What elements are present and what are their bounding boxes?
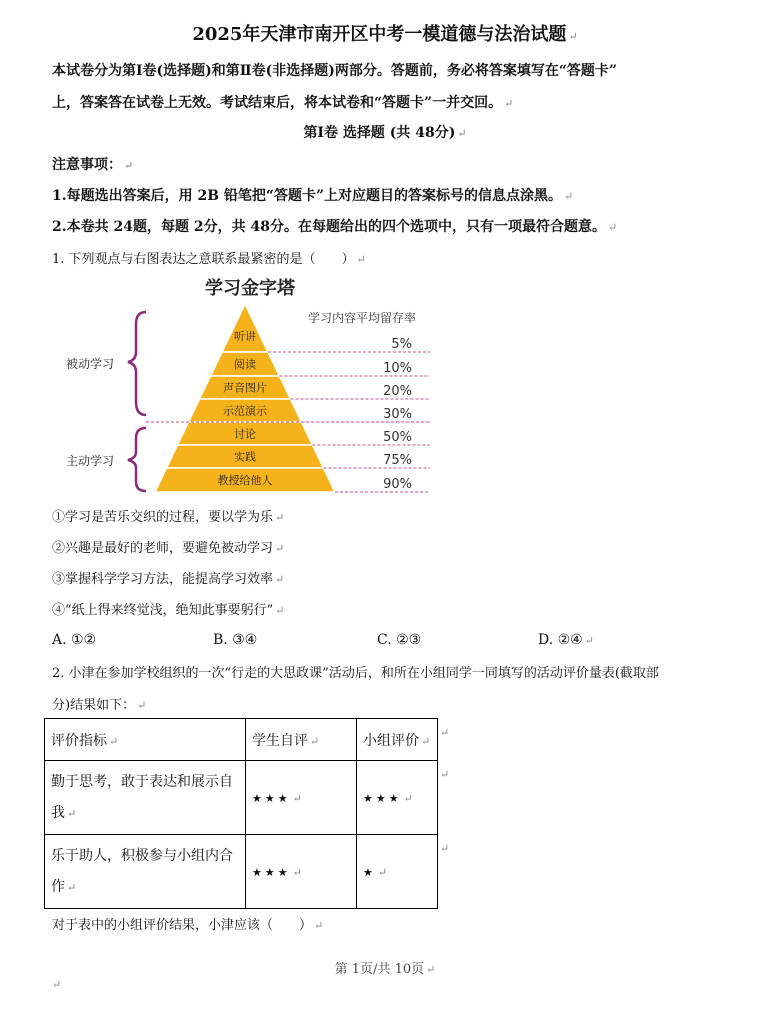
learning-pyramid-figure (50, 272, 450, 497)
retention-heading: 学习内容平均留存率 (307, 311, 417, 325)
paragraph-mark-icon: ↵ (275, 542, 285, 555)
statement-1: ①学习是苦乐交织的过程，要以学为乐 ↵ (52, 510, 285, 525)
paragraph-mark-icon: ↵ (377, 865, 388, 879)
option-d: D. ②④ ↵ (538, 632, 594, 648)
retention-rate: 20% (383, 384, 412, 399)
intro-line-2: 上，答案答在试卷上无效。考试结束后，将本试卷和“答题卡”一并交回。 ↵ (52, 95, 514, 111)
paragraph-mark-icon: ↵ (356, 253, 366, 266)
paragraph-mark-icon: ↵ (275, 573, 285, 586)
paragraph-mark-icon: ↵ (426, 963, 436, 976)
star-rating: ★★★ (252, 865, 291, 879)
passive-learning-label: 被动学习 (65, 357, 115, 371)
pyramid-layer-label: 听讲 (234, 330, 256, 343)
paragraph-mark-icon: ↵ (607, 221, 618, 234)
pyramid-layer-label: 示范演示 (223, 404, 267, 418)
paragraph-mark-icon: ↵ (67, 806, 77, 820)
active-brace-icon (128, 428, 146, 491)
row-end-mark-icon: ↵ (440, 842, 450, 855)
retention-rate: 10% (383, 361, 412, 376)
retention-rate: 75% (383, 453, 412, 468)
option-a: A. ①② (52, 632, 97, 648)
row-2-group-eval (357, 835, 438, 909)
page-title: 2025年天津市南开区中考一模道德与法治试题 ↵ (192, 24, 578, 45)
retention-rate: 30% (383, 407, 412, 422)
paragraph-mark-icon: ↵ (124, 159, 134, 172)
paragraph-mark-icon: ↵ (137, 699, 147, 712)
retention-rates (383, 337, 412, 492)
statement-3: ③掌握科学学习方法，能提高学习效率 ↵ (52, 572, 285, 587)
option-b: B. ③④ (213, 632, 258, 648)
paragraph-mark-icon: ↵ (292, 791, 302, 805)
retention-rate: 90% (383, 477, 412, 492)
intro-line-1: 本试卷分为第Ⅰ卷(选择题)和第Ⅱ卷(非选择题)两部分。答题前，务必将答案填写在“答题卡” (52, 63, 617, 79)
row-1-indicator: 勤于思考，敢于表达和展示自 我 ↵ (45, 761, 246, 835)
paragraph-mark-icon: ↵ (584, 634, 594, 647)
pyramid-title: 学习金字塔 (205, 278, 295, 299)
retention-rate: 50% (383, 430, 412, 445)
active-learning-label: 主动学习 (65, 454, 115, 468)
paragraph-mark-icon: ↵ (564, 190, 574, 203)
pyramid-layer-label: 实践 (234, 450, 256, 464)
paragraph-mark-icon: ↵ (403, 791, 413, 805)
question-2-prompt: 对于表中的小组评价结果，小津应该（ ） ↵ (52, 918, 324, 933)
paragraph-mark-icon: ↵ (67, 880, 77, 894)
retention-rate: 5% (391, 337, 412, 352)
notes-item-1: 1.每题选出答案后，用 2B 铅笔把“答题卡”上对应题目的答案标号的信息点涂黑。 ↵ (52, 188, 574, 204)
pyramid-layer (222, 304, 268, 352)
paragraph-mark-icon: ↵ (310, 734, 320, 748)
pyramid-layer-label: 教授给他人 (217, 474, 273, 487)
question-1-stem: 1. 下列观点与右图表达之意联系最紧密的是（ ） ↵ (52, 252, 366, 267)
notes-item-2: 2.本卷共 24题，每题 2分，共 48分。在每题给出的四个选项中，只有一项最符合题意。 ↵ (52, 219, 618, 235)
paragraph-mark-icon: ↵ (109, 734, 119, 748)
evaluation-table (44, 718, 438, 909)
paragraph-mark-icon: ↵ (52, 978, 62, 991)
table-header-row (45, 719, 438, 761)
table-row (45, 761, 438, 835)
pyramid-layer-label: 阅读 (234, 358, 256, 371)
notes-heading: 注意事项： ↵ (52, 157, 134, 173)
passive-brace-icon (128, 312, 146, 415)
paragraph-mark-icon: ↵ (504, 97, 514, 110)
paragraph-mark-icon: ↵ (275, 511, 285, 524)
row-1-self-eval (246, 761, 357, 835)
section-title: 第Ⅰ卷 选择题 (共 48分) ↵ (303, 125, 467, 141)
option-c: C. ②③ (377, 632, 422, 648)
paragraph-mark-icon: ↵ (457, 127, 467, 140)
statement-4: ④“纸上得来终觉浅，绝知此事要躬行” ↵ (52, 603, 285, 618)
question-2-stem-line-2: 分)结果如下： ↵ (52, 698, 147, 713)
paragraph-mark-icon: ↵ (275, 604, 285, 617)
paragraph-mark-icon: ↵ (314, 919, 324, 932)
page-footer: 第 1页/共 10页 ↵ (334, 962, 436, 977)
star-rating: ★ (363, 865, 376, 879)
row-end-mark-icon: ↵ (440, 726, 450, 739)
row-2-indicator: 乐于助人，积极参与小组内合 作 ↵ (45, 835, 246, 909)
paragraph-mark-icon: ↵ (421, 734, 431, 748)
table-row (45, 835, 438, 909)
row-1-group-eval (357, 761, 438, 835)
row-end-mark-icon: ↵ (440, 768, 450, 781)
paragraph-mark-icon: ↵ (292, 865, 302, 879)
statement-2: ②兴趣是最好的老师，要避免被动学习 ↵ (52, 541, 285, 556)
paragraph-mark-icon: ↵ (568, 30, 578, 43)
header-self-eval: 学生自评 ↵ (246, 719, 357, 761)
header-group-eval: 小组评价 ↵ (357, 719, 438, 761)
pyramid-layer-label: 讨论 (234, 427, 256, 441)
pyramid-layer-label: 声音图片 (223, 381, 267, 395)
row-2-self-eval (246, 835, 357, 909)
header-indicator: 评价指标 ↵ (45, 719, 246, 761)
star-rating: ★★★ (363, 791, 402, 805)
question-2-stem-line-1: 2. 小津在参加学校组织的一次“行走的大思政课”活动后，和所在小组同学一同填写的活动评价量表(截取部 (52, 666, 659, 681)
star-rating: ★★★ (252, 791, 291, 805)
